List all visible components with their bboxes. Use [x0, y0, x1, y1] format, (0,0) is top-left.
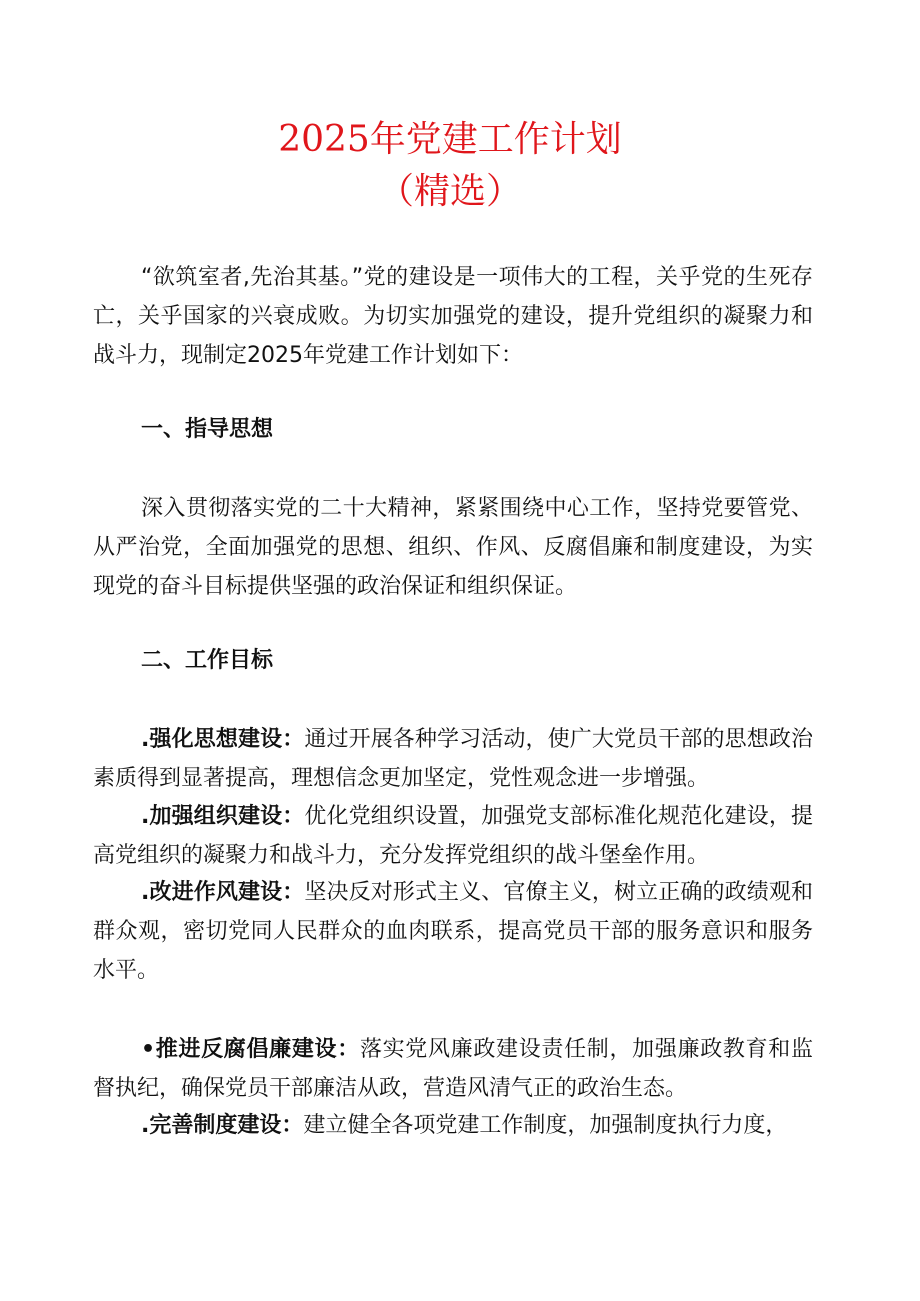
goal-bullet: .	[141, 804, 150, 829]
goal-item-style	[93, 873, 813, 990]
goal-item-organization	[93, 797, 813, 875]
goal-bullet: •	[141, 1037, 156, 1062]
goal-item-anticorruption	[93, 1030, 813, 1108]
goal-text: 通过开展各种学习活动，使广大党员干部的思想政治素质得到显著提高，理想信念更加坚定，党性观念进一步增强。	[93, 727, 813, 791]
goal-bullet: .	[141, 880, 150, 905]
goal-text: 优化党组织设置，加强党支部标准化规范化建设，提高党组织的凝聚力和战斗力，充分发挥党组织的战斗堡垒作用。	[93, 804, 813, 868]
goal-bullet: .	[141, 727, 150, 752]
goal-label: 加强组织建设：	[149, 804, 305, 829]
guiding-ideology-paragraph: 深入贯彻落实党的二十大精神，紧紧围绕中心工作，坚持党要管党、从严治党，全面加强党的思想、组织、作风、反腐倡廉和制度建设，为实现党的奋斗目标提供坚强的政治保证和组织保证。	[93, 496, 813, 599]
goal-bullet: .	[141, 1113, 150, 1138]
document-title: 2025年党建工作计划	[278, 119, 622, 160]
goal-label: 强化思想建设：	[149, 727, 305, 752]
goal-label: 推进反腐倡廉建设：	[155, 1037, 360, 1062]
goal-label: 改进作风建设：	[149, 880, 305, 905]
goal-text: 建立健全各项党建工作制度，加强制度执行力度，	[303, 1113, 788, 1138]
document-subtitle: （精选）	[377, 171, 522, 212]
section-heading-work-goals: 二、工作目标	[141, 648, 274, 673]
goal-label: 完善制度建设：	[149, 1113, 304, 1138]
goal-text: 落实党风廉政建设责任制，加强廉政教育和监督执纪，确保党员干部廉洁从政，营造风清气正的政治生态。	[93, 1037, 813, 1101]
section-heading-guiding-ideology: 一、指导思想	[141, 417, 274, 442]
intro-paragraph: “欲筑室者,先治其基。”党的建设是一项伟大的工程，关乎党的生死存亡，关乎国家的兴衰成败。为切实加强党的建设，提升党组织的凝聚力和战斗力，现制定2025年党建工作计划如下：	[93, 265, 813, 368]
goal-item-institution	[93, 1106, 813, 1145]
goal-item-thought	[93, 720, 813, 798]
goal-text: 坚决反对形式主义、官僚主义，树立正确的政绩观和群众观，密切党同人民群众的血肉联系，提高党员干部的服务意识和服务水平。	[93, 880, 813, 983]
